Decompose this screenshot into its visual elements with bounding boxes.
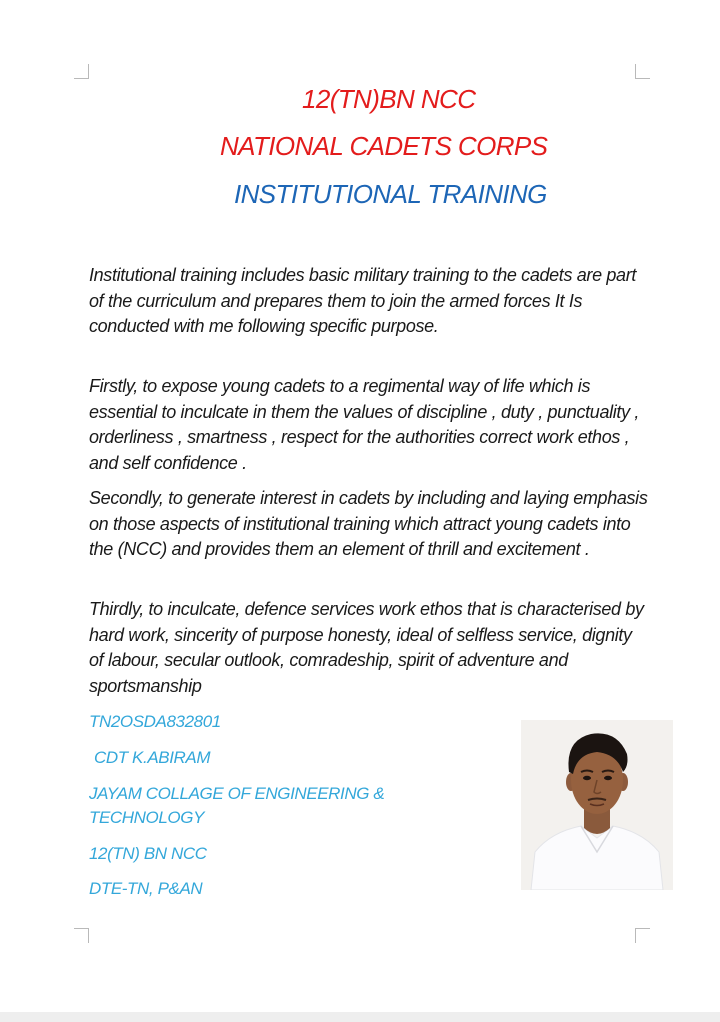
directorate-name: DTE-TN, P&AN: [89, 879, 203, 898]
crop-mark-bottom-right: [635, 928, 650, 943]
regimental-number: TN2OSDA832801: [89, 712, 221, 731]
cadet-photo: [521, 720, 673, 890]
intro-paragraph: Institutional training includes basic military training to the cadets are part of the curriculum and prepares them to join the armed forces It Is conducted with me following specific purpose.: [89, 265, 636, 336]
page-bottom-edge: [0, 1012, 720, 1022]
cadet-name: CDT K.ABIRAM: [94, 748, 211, 767]
document-title: INSTITUTIONAL TRAINING: [234, 179, 547, 209]
crop-mark-top-left: [74, 64, 89, 79]
college-name: JAYAM COLLAGE OF ENGINEERING & TECHNOLOGY: [89, 784, 385, 827]
firstly-paragraph: Firstly, to expose young cadets to a regimental way of life which is essential to inculcate in them the values of discipline , duty , punctuality , orderliness , smartness , respect for the authorities correct work ethos , and self confidence .: [89, 376, 640, 473]
crop-mark-bottom-left: [74, 928, 89, 943]
unit-name: 12(TN) BN NCC: [89, 844, 207, 863]
crop-mark-top-right: [635, 64, 650, 79]
organization-heading: NATIONAL CADETS CORPS: [220, 131, 548, 161]
unit-heading: 12(TN)BN NCC: [302, 84, 476, 114]
thirdly-paragraph: Thirdly, to inculcate, defence services work ethos that is characterised by hard work, sincerity of purpose honesty, ideal of selfless service, dignity of labour, secular outlook, comradeship, spirit of adventure and sportsmanship: [89, 599, 644, 696]
secondly-paragraph: Secondly, to generate interest in cadets by including and laying emphasis on those aspects of institutional training which attract young cadets into the (NCC) and provides them an element of thrill and excitement .: [89, 488, 648, 559]
